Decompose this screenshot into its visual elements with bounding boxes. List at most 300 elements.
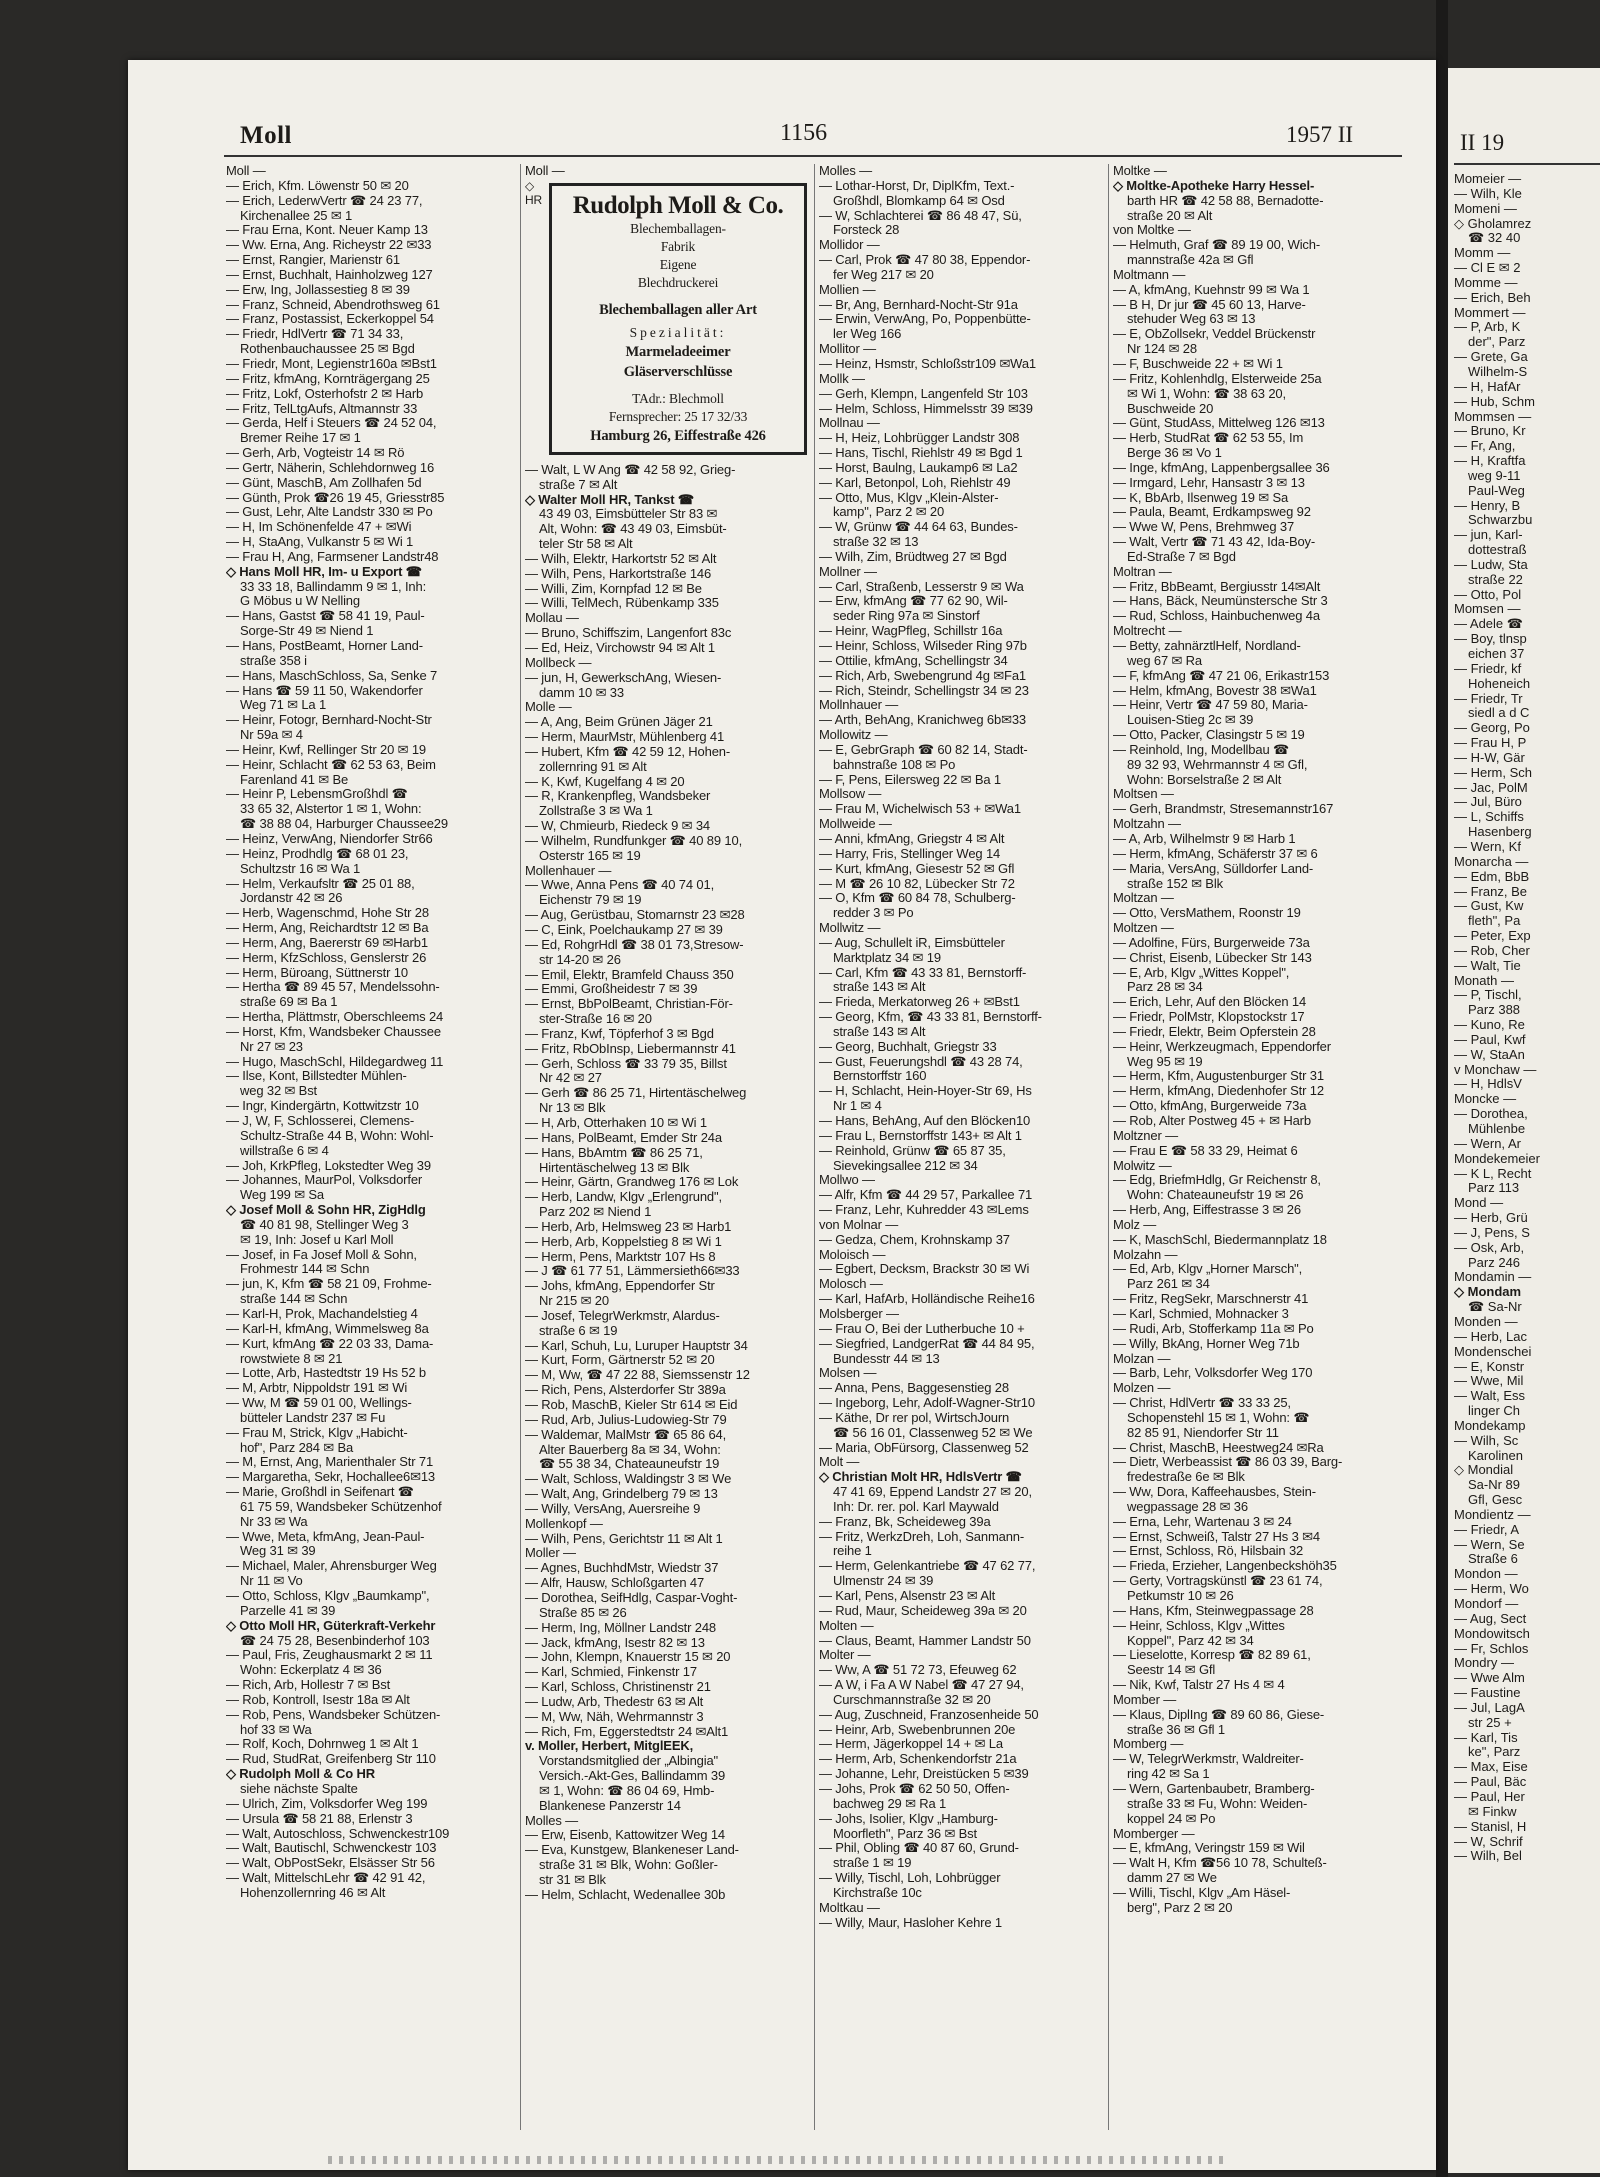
directory-entry-line: — P, Arb, K <box>1454 320 1521 335</box>
directory-entry-line: — Herm, Büroang, Süttnerstr 10 <box>226 965 408 980</box>
directory-entry-line: — Walt, Vertr ☎ 71 43 42, Ida-Boy- <box>1113 535 1316 550</box>
directory-entry-line: — Margaretha, Sekr, Hochallee6✉13 <box>226 1470 435 1485</box>
directory-entry-line: — jun, H, GewerkschAng, Wiesen- <box>525 670 722 685</box>
directory-entry-line: — Aug, Zuschneid, Franzosenheide 50 <box>819 1707 1039 1722</box>
directory-entry-line: — Stanisl, H <box>1454 1819 1527 1834</box>
directory-entry-line: — Franz, Lehr, Kuhredder 43 ✉Lems <box>819 1203 1029 1218</box>
directory-entry-line: koppel 24 ✉ Po <box>1127 1811 1216 1826</box>
directory-entry-line: — M, Ernst, Ang, Marienthaler Str 71 <box>226 1455 434 1470</box>
next-page-edge <box>1448 68 1600 2173</box>
directory-entry-line: — Herm, Jägerkoppel 14 + ✉ La <box>819 1737 1003 1752</box>
directory-entry-line: — Edm, BbB <box>1454 869 1530 884</box>
directory-entry-line: — Helm, Schloss, Himmelsstr 39 ✉39 <box>819 401 1033 416</box>
directory-entry-line: Moorfleth", Parz 36 ✉ Bst <box>833 1826 977 1841</box>
directory-entry-line: — Alfr, Hausw, Schloßgarten 47 <box>525 1576 705 1591</box>
directory-entry-line: Nr 124 ✉ 28 <box>1127 342 1197 357</box>
directory-entry-line: Molwitz — <box>1113 1158 1172 1173</box>
directory-entry-line: — Friedr, Tr <box>1454 691 1523 706</box>
directory-entry-line: — Frieda, Erzieher, Langenbeckshöh35 <box>1113 1559 1337 1574</box>
directory-entry-line: — Hans, Tischl, Riehlstr 49 ✉ Bgd 1 <box>819 446 1023 461</box>
directory-entry-line: — Henry, B <box>1454 498 1521 513</box>
directory-entry-line: — Karl, Schmied, Finkenstr 17 <box>525 1665 697 1680</box>
column-3 <box>814 164 1107 2130</box>
directory-entry-line: — Carl, Prok ☎ 47 80 38, Eppendor- <box>819 253 1031 268</box>
directory-entry-line: — Rudi, Arb, Stofferkamp 11a ✉ Po <box>1113 1321 1314 1336</box>
directory-entry-line: Moltkau — <box>819 1900 880 1915</box>
directory-entry-line: damm 10 ✉ 33 <box>539 685 624 700</box>
directory-entry-line: — jun, K, Kfm ☎ 58 21 09, Frohme- <box>226 1277 432 1292</box>
directory-entry-line: — Waldemar, MalMstr ☎ 65 86 64, <box>525 1427 727 1442</box>
directory-entry-line: — Willi, TelMech, Rübenkamp 335 <box>525 596 719 611</box>
col2-head: Moll — <box>525 164 565 178</box>
directory-entry-line: Mommert — <box>1454 305 1526 320</box>
directory-entry-line: 33 65 32, Alstertor 1 ✉ 1, Wohn: <box>240 802 422 817</box>
directory-entry-line: — Frau H, P <box>1454 736 1527 751</box>
directory-entry-line: Weg 199 ✉ Sa <box>240 1188 325 1203</box>
directory-entry-line: — Hubert, Kfm ☎ 42 59 12, Hohen- <box>525 744 731 759</box>
directory-entry-line: Molles — <box>525 1813 578 1828</box>
directory-entry-line: — E, GebrGraph ☎ 60 82 14, Stadt- <box>819 742 1028 757</box>
directory-entry-line: — J, Pens, S <box>1454 1225 1530 1240</box>
directory-entry-line: — Otto, Pol <box>1454 587 1522 602</box>
directory-entry-line: ☎ 38 88 04, Harburger Chaussee29 <box>240 817 448 832</box>
ad-tadr: TAdr.: Blechmoll <box>632 390 724 406</box>
directory-entry-line: — Helmuth, Graf ☎ 89 19 00, Wich- <box>1113 238 1321 253</box>
directory-entry-line: straße 22 <box>1468 572 1523 587</box>
directory-entry-line: Mollbeck — <box>525 655 592 670</box>
directory-entry-line: — Herm, kfmAng, Schäferstr 37 ✉ 6 <box>1113 846 1318 861</box>
directory-entry-line: — Dorothea, SeifHdlg, Caspar-Voght- <box>525 1590 738 1605</box>
directory-entry-line: — Wern, Kf <box>1454 839 1521 854</box>
directory-entry-line: — Georg, Buchhalt, Griegstr 33 <box>819 1039 997 1054</box>
directory-entry-line: — Frau H, Ang, Farmsener Landstr48 <box>226 549 439 564</box>
directory-entry-line: ☎ 32 40 <box>1468 231 1521 246</box>
directory-entry-line: mannstraße 42a ✉ Gfl <box>1127 253 1254 268</box>
directory-entry-line: Molzahn — <box>1113 1247 1178 1262</box>
directory-entry-line: — Jack, kfmAng, Isestr 82 ✉ 13 <box>525 1635 705 1650</box>
directory-entry-line: — A, kfmAng, Kuehnstr 99 ✉ Wa 1 <box>1113 282 1310 297</box>
directory-entry-line: straße 20 ✉ Alt <box>1127 208 1213 223</box>
directory-entry-line: — Anni, kfmAng, Griegstr 4 ✉ Alt <box>819 831 1005 846</box>
directory-entry-line: Hirtentäschelweg 13 ✉ Blk <box>539 1160 690 1175</box>
directory-entry-line: — Rud, StudRat, Greifenberg Str 110 <box>226 1752 436 1767</box>
directory-entry-line: — Hans, BehAng, Auf den Blöcken10 <box>819 1114 1031 1128</box>
directory-entry-line: — Rich, Steindr, Schellingstr 34 ✉ 23 <box>819 683 1029 698</box>
directory-entry-line: — Wwe, Mil <box>1454 1374 1524 1389</box>
directory-entry-line: — Karl, Betonpol, Loh, Riehlstr 49 <box>819 475 1011 490</box>
directory-entry-line: Weg 95 ✉ 19 <box>1127 1054 1203 1069</box>
directory-entry-line: — Erich, Beh <box>1454 290 1531 305</box>
directory-entry-line: straße 152 ✉ Blk <box>1127 876 1223 891</box>
directory-entry-line: Osterstr 165 ✉ 19 <box>539 848 641 863</box>
directory-entry-line: rowstwiete 8 ✉ 21 <box>240 1351 343 1366</box>
directory-entry-line: Kirchenallee 25 ✉ 1 <box>240 208 353 223</box>
directory-entry-line: — Erna, Lehr, Wartenau 3 ✉ 24 <box>1113 1514 1292 1529</box>
directory-entry-line: — Hans, BbAmtm ☎ 86 25 71, <box>525 1145 703 1160</box>
directory-entry-line: — Herb, Arb, Koppelstieg 8 ✉ Wi 1 <box>525 1234 722 1249</box>
directory-entry-line: ◇ Moltke-Apotheke Harry Hessel- <box>1113 178 1315 193</box>
directory-entry-line: — Frau M, Strick, Klgv „Habicht- <box>226 1425 408 1440</box>
directory-entry-line: — Adolfine, Fürs, Burgerweide 73a <box>1113 935 1310 950</box>
directory-entry-line: — Jul, Büro <box>1454 795 1522 810</box>
directory-entry-line: — Georg, Po <box>1454 721 1530 736</box>
directory-entry-line: — Frau L, Bernstorffstr 143+ ✉ Alt 1 <box>819 1128 1022 1143</box>
directory-entry-line: Parz 388 <box>1468 1003 1521 1018</box>
directory-entry-line: Moltran — <box>1113 564 1172 579</box>
directory-entry-line: — Johs, kfmAng, Eppendorfer Str <box>525 1279 715 1294</box>
directory-entry-line: — Ingr, Kindergärtn, Kottwitzstr 10 <box>226 1099 419 1114</box>
directory-entry-line: — Ww, A ☎ 51 72 73, Efeuweg 62 <box>819 1663 1017 1678</box>
directory-entry-line: Hohenzollernring 46 ✉ Alt <box>240 1885 386 1900</box>
directory-entry-line: — M ☎ 26 10 82, Lübecker Str 72 <box>819 876 1015 891</box>
directory-entry-line: bachweg 29 ✉ Ra 1 <box>833 1796 947 1811</box>
directory-entry-line: — Herm, Ing, Möllner Landstr 248 <box>525 1620 717 1635</box>
directory-entry-line: straße 32 ✉ 13 <box>833 535 919 550</box>
directory-entry-line: wegpassage 28 ✉ 36 <box>1127 1499 1248 1514</box>
directory-entry-line: — Jul, LagA <box>1454 1700 1525 1715</box>
directory-entry-line: — Fr, Schlos <box>1454 1641 1529 1656</box>
directory-entry-line: Sa-Nr 89 <box>1468 1478 1521 1493</box>
directory-entry-line: — Erw, Eisenb, Kattowitzer Weg 14 <box>525 1828 726 1843</box>
directory-entry-line: — Ww. Erna, Ang. Richeystr 22 ✉33 <box>226 238 432 253</box>
directory-page <box>128 60 1436 2170</box>
directory-entry-line: hof", Parz 284 ✉ Ba <box>240 1440 354 1455</box>
directory-entry-line: — Frau Erna, Kont. Neuer Kamp 13 <box>226 223 428 238</box>
directory-entry-line: Momberg — <box>1113 1737 1184 1752</box>
directory-entry-line: — Helm, Schlacht, Wedenallee 30b <box>525 1887 726 1902</box>
directory-entry-line: — Karl, Schloss, Christinenstr 21 <box>525 1680 711 1695</box>
directory-entry-line: Berge 36 ✉ Vo 1 <box>1127 446 1222 461</box>
directory-entry-line: Mollenkopf — <box>525 1516 603 1531</box>
directory-entry-line: Farenland 41 ✉ Be <box>240 772 349 787</box>
directory-entry-line: Molt — <box>819 1455 860 1470</box>
directory-entry-line: eichen 37 <box>1468 647 1525 661</box>
directory-entry-line: Parz 261 ✉ 34 <box>1127 1277 1210 1292</box>
directory-entry-line: — Heinr, Gärtn, Grandweg 176 ✉ Lok <box>525 1175 739 1190</box>
directory-entry-line: — Ottilie, kfmAng, Schellingstr 34 <box>819 653 1008 668</box>
directory-entry-line: — Otto, Schloss, Klgv „Baumkamp", <box>226 1589 430 1603</box>
directory-entry-line: Nr 42 ✉ 27 <box>539 1071 602 1086</box>
directory-entry-line: — Günt, MaschB, Am Zollhafen 5d <box>226 475 422 490</box>
directory-entry-line: str 14-20 ✉ 26 <box>539 952 621 967</box>
book-gutter <box>1436 0 1448 2177</box>
directory-entry-line: Monarcha — <box>1454 854 1529 869</box>
directory-entry-line: Wilhelm-S <box>1468 364 1528 379</box>
directory-entry-line: G Möbus u W Nelling <box>240 594 360 609</box>
directory-entry-line: — Herm, Arb, Schenkendorfstr 21a <box>819 1752 1017 1767</box>
directory-entry-line: — Adele ☎ <box>1454 617 1523 632</box>
directory-entry-line: fleth", Pa <box>1468 914 1521 929</box>
directory-entry-line: — Karl-H, Prok, Machandelstieg 4 <box>226 1306 418 1321</box>
directory-entry-line: Parz 246 <box>1468 1255 1521 1270</box>
directory-entry-line: — Heinr, Schloss, Wilseder Ring 97b <box>819 639 1027 653</box>
directory-entry-line: — Walt, Autoschloss, Schwenckestr109 <box>226 1826 450 1841</box>
directory-entry-line: Nr 11 ✉ Vo <box>240 1574 303 1589</box>
directory-entry-line: Parz 28 ✉ 34 <box>1127 980 1203 995</box>
directory-entry-line: — Fritz, RbObInsp, Liebermannstr 41 <box>525 1041 736 1056</box>
directory-entry-line: — Gedza, Chem, Krohnskamp 37 <box>819 1232 1010 1247</box>
directory-entry-line: Moltzen — <box>1113 921 1174 936</box>
directory-entry-line: — Wilh, Sc <box>1454 1433 1519 1448</box>
directory-entry-line: — W, Schrif <box>1454 1834 1523 1849</box>
directory-entry-line: — Herm, Sch <box>1454 765 1533 780</box>
directory-entry-line: Alter Bauerberg 8a ✉ 34, Wohn: <box>539 1442 721 1457</box>
directory-entry-line: — Rich, Arb, Hollestr 7 ✉ Bst <box>226 1678 391 1693</box>
directory-entry-line: — Friedr, Mont, Legienstr160a ✉Bst1 <box>226 356 437 371</box>
directory-entry-line: ☎ 55 38 34, Chateauneufstr 19 <box>539 1457 720 1472</box>
directory-entry-line: ✉ Wi 1, Wohn: ☎ 38 63 20, <box>1127 386 1286 401</box>
directory-entry-line: — Willy, BkAng, Horner Weg 71b <box>1113 1336 1300 1351</box>
directory-entry-line: — Dorothea, <box>1454 1107 1528 1122</box>
directory-entry-line: — Hans, MaschSchloss, Sa, Senke 7 <box>226 668 438 683</box>
directory-entry-line: — Walt, Ang, Grindelberg 79 ✉ 13 <box>525 1487 718 1502</box>
directory-entry-line: Moll — <box>226 164 266 178</box>
directory-entry-line: Momberger — <box>1113 1826 1195 1841</box>
directory-entry-line: Seestr 14 ✉ Gfl <box>1127 1663 1216 1678</box>
directory-entry-line: — Boy, tlnsp <box>1454 632 1527 647</box>
directory-entry-line: weg 9-11 <box>1468 468 1521 483</box>
directory-entry-line: — Aug, Gerüstbau, Stomarnstr 23 ✉28 <box>525 908 745 923</box>
directory-entry-line: — Wilhelm, Rundfunkger ☎ 40 89 10, <box>525 833 743 848</box>
ad-phone: Fernsprecher: 25 17 32/33 <box>608 408 748 424</box>
directory-entry-line: — Br, Ang, Bernhard-Nocht-Str 91a <box>819 297 1018 312</box>
directory-entry-line: ring 42 ✉ Sa 1 <box>1127 1767 1210 1782</box>
directory-entry-line: — Herm, KfzSchloss, Genslerstr 26 <box>226 950 427 965</box>
directory-entry-line: Großhdl, Blomkamp 64 ✉ Osd <box>833 193 1005 208</box>
directory-entry-line: — Bruno, Kr <box>1454 424 1526 439</box>
directory-entry-line: Mollien — <box>819 282 876 297</box>
running-head-name: Moll <box>240 122 292 149</box>
directory-entry-line: Mond — <box>1454 1196 1504 1211</box>
directory-entry-line: Moltke — <box>1113 164 1167 178</box>
directory-entry-line: Momber — <box>1113 1692 1177 1707</box>
directory-entry-line: — Joh, KrkPfleg, Lokstedter Weg 39 <box>226 1158 431 1173</box>
directory-entry-line: — Frau M, Wichelwisch 53 + ✉Wa1 <box>819 802 1021 817</box>
directory-entry-line: Schopenstehl 15 ✉ 1, Wohn: ☎ <box>1127 1410 1310 1425</box>
directory-entry-line: — Heinr, Fotogr, Bernhard-Nocht-Str <box>226 713 432 728</box>
directory-entry-line: Koppel", Parz 42 ✉ 34 <box>1127 1633 1254 1648</box>
directory-entry-line: — Gerh, Schloss ☎ 33 79 35, Billst <box>525 1056 727 1071</box>
directory-entry-line: — Rob, Cher <box>1454 943 1530 958</box>
directory-entry-line: — H, HdlsV <box>1454 1077 1522 1092</box>
column-4 <box>1108 164 1405 2130</box>
directory-entry-line: — Franz, Be <box>1454 884 1527 899</box>
directory-entry-line: — Fritz, Lokf, Osterhofstr 2 ✉ Harb <box>226 386 424 401</box>
directory-entry-line: — Franz, Schneid, Abendrothsweg 61 <box>226 297 440 312</box>
directory-entry-line: Straße 85 ✉ 26 <box>539 1605 627 1620</box>
directory-entry-line: — Klaus, DiplIng ☎ 89 60 86, Giese- <box>1113 1707 1325 1722</box>
directory-entry-line: straße 36 ✉ Gfl 1 <box>1127 1722 1225 1737</box>
directory-entry-line: ◇ Walter Moll HR, Tankst ☎ <box>525 492 694 507</box>
directory-entry-line: teler Str 58 ✉ Alt <box>539 537 633 552</box>
directory-entry-line: Eichenstr 79 ✉ 19 <box>539 893 642 908</box>
directory-entry-line: — Barb, Lehr, Volksdorfer Weg 170 <box>1113 1366 1313 1381</box>
directory-entry-line: — Friedr, Elektr, Beim Opferstein 28 <box>1113 1024 1316 1039</box>
directory-entry-line: — H, Im Schönenfelde 47 + ✉Wi <box>226 520 412 535</box>
directory-entry-line: — Gerh, Brandmstr, Stresemannstr167 <box>1113 802 1334 817</box>
directory-entry-line: siedl a d C <box>1468 706 1530 721</box>
directory-entry-line: Wohn: Chateauneufstr 19 ✉ 26 <box>1127 1188 1304 1203</box>
directory-entry-line: — Karl, HafArb, Holländische Reihe16 <box>819 1292 1035 1307</box>
directory-entry-line: — Frieda, Merkatorweg 26 + ✉Bst1 <box>819 995 1020 1010</box>
directory-entry-line: — Arth, BehAng, Kranichweg 6b✉33 <box>819 713 1026 728</box>
directory-entry-line: — Friedr, HdlVertr ☎ 71 34 33, <box>226 327 404 342</box>
directory-entry-line: — Gerh, Klempn, Langenfeld Str 103 <box>819 386 1028 401</box>
directory-entry-line: Marktplatz 34 ✉ 19 <box>833 950 941 965</box>
directory-entry-line: der", Parz <box>1468 335 1526 350</box>
directory-entry-line: — Wern, Ar <box>1454 1136 1521 1151</box>
directory-entry-line: Mollsow — <box>819 787 882 802</box>
ad-marker <box>525 179 543 463</box>
directory-entry-line: Nr 27 ✉ 23 <box>240 1039 303 1054</box>
directory-entry-line: — Heinz, Hsmstr, Schloßstr109 ✉Wa1 <box>819 356 1036 371</box>
ad-item: Gläserverschlüsse <box>623 363 733 380</box>
directory-entry-line: — Karl-H, kfmAng, Wimmelsweg 8a <box>226 1321 429 1336</box>
directory-entry-line: seder Ring 97a ✉ Sinstorf <box>833 609 980 624</box>
directory-entry-line: — E, Konstr <box>1454 1359 1525 1374</box>
directory-entry-line: — Emil, Elektr, Bramfeld Chauss 350 <box>525 967 734 982</box>
directory-entry-line: ◇ Hans Moll HR, Im- u Export ☎ <box>226 564 422 579</box>
directory-entry-line: Mondorf — <box>1454 1597 1519 1611</box>
ad-hr: HR <box>525 192 543 207</box>
directory-entry-line: Paul-Weg <box>1468 483 1525 498</box>
directory-entry-line: Mondientz — <box>1454 1507 1531 1522</box>
directory-entry-line: Sievekingsallee 212 ✉ 34 <box>833 1158 978 1173</box>
directory-entry-line: 33 33 18, Ballindamm 9 ✉ 1, Inh: <box>240 579 427 594</box>
directory-entry-line: — Franz, Kwf, Töpferhof 3 ✉ Bgd <box>525 1026 714 1041</box>
directory-entry-line: — Kuno, Re <box>1454 1018 1525 1033</box>
directory-entry-line: — E, kfmAng, Veringstr 159 ✉ Wil <box>1113 1841 1305 1856</box>
directory-entry-line: — Walt, Schloss, Waldingstr 3 ✉ We <box>525 1472 732 1487</box>
directory-entry-line: — Herm, kfmAng, Diedenhofer Str 12 <box>1113 1084 1324 1099</box>
directory-entry-line: — Agnes, BuchhdMstr, Wiedstr 37 <box>525 1561 719 1576</box>
directory-entry-line: — A, Ang, Beim Grünen Jäger 21 <box>525 715 713 730</box>
directory-entry-line: — Otto, VersMathem, Roonstr 19 <box>1113 906 1301 921</box>
directory-entry-line: — H, StaAng, Vulkanstr 5 ✉ Wi 1 <box>226 535 414 550</box>
directory-entry-line: linger Ch <box>1468 1404 1521 1419</box>
directory-entry-line: — Josef, in Fa Josef Moll & Sohn, <box>226 1247 417 1262</box>
directory-entry-line: damm 27 ✉ We <box>1127 1871 1217 1886</box>
directory-entry-line: — Heinr, Werkzeugmach, Eppendorfer <box>1113 1039 1331 1054</box>
directory-entry-line: Weg 31 ✉ 39 <box>240 1544 316 1559</box>
directory-entry-line: — Fritz, RegSekr, Marschnerstr 41 <box>1113 1292 1309 1307</box>
directory-entry-line: Mollweide — <box>819 817 892 832</box>
directory-entry-line: fredestraße 6e ✉ Blk <box>1127 1470 1245 1485</box>
directory-entry-line: — F, Buschweide 22 + ✉ Wi 1 <box>1113 356 1283 371</box>
directory-entry-line: — Harry, Fris, Stellinger Weg 14 <box>819 846 1001 861</box>
directory-entry-line: Ulmenstr 24 ✉ 39 <box>833 1574 934 1589</box>
directory-entry-line: straße 1 ✉ 19 <box>833 1856 912 1871</box>
directory-entry-line: Mollau — <box>525 611 579 626</box>
directory-entry-line: — Ed, Arb, Klgv „Horner Marsch", <box>1113 1262 1303 1277</box>
directory-entry-line: — Carl, Straßenb, Lesserstr 9 ✉ Wa <box>819 579 1024 594</box>
directory-entry-line: — Ww, M ☎ 59 01 00, Wellings- <box>226 1396 412 1411</box>
directory-entry-line: — Wilh, Pens, Gerichtstr 11 ✉ Alt 1 <box>525 1531 723 1546</box>
directory-entry-line: Mollnhauer — <box>819 698 899 713</box>
directory-entry-line: — Cl E ✉ 2 <box>1454 261 1521 276</box>
directory-entry-line: — Kurt, Form, Gärtnerstr 52 ✉ 20 <box>525 1353 715 1368</box>
directory-entry-line: Mollner — <box>819 564 877 579</box>
directory-entry-line: — Grete, Ga <box>1454 350 1528 365</box>
directory-entry-line: Bremer Reihe 17 ✉ 1 <box>240 431 361 446</box>
directory-entry-line: — Fritz, WerkzDreh, Loh, Sanmann- <box>819 1529 1025 1544</box>
directory-entry-line: ◇ Mondam <box>1454 1285 1522 1300</box>
directory-entry-line: Louisen-Stieg 2c ✉ 39 <box>1127 713 1254 728</box>
directory-entry-line: — Anna, Pens, Baggesenstieg 28 <box>819 1381 1009 1396</box>
directory-entry-line: Mollnau — <box>819 416 880 431</box>
directory-entry-line: v. Moller, Herbert, MitglEEK, <box>525 1739 694 1754</box>
directory-entry-line: Molten — <box>819 1618 874 1633</box>
directory-entry-line: — W, Grünw ☎ 44 64 63, Bundes- <box>819 520 1018 535</box>
directory-entry-line: — K, MaschSchl, Biedermannplatz 18 <box>1113 1232 1327 1247</box>
directory-entry-line: von Molnar — <box>819 1217 899 1232</box>
directory-entry-line: — R, Krankenpfleg, Wandsbeker <box>525 789 711 804</box>
directory-entry-line: Molsberger — <box>819 1306 899 1321</box>
directory-entry-line: — Rob, MaschB, Kieler Str 614 ✉ Eid <box>525 1398 738 1412</box>
directory-entry-line: — Ernst, BbPolBeamt, Christian-För- <box>525 997 733 1012</box>
directory-entry-line: — Kurt, kfmAng, Giesestr 52 ✉ Gfl <box>819 861 1015 876</box>
directory-entry-line: — Ed, RohgrHdl ☎ 38 01 73,Stresow- <box>525 937 744 952</box>
directory-entry-line: Schultzstr 16 ✉ Wa 1 <box>240 861 361 876</box>
directory-entry-line: — J, W, F, Schlosserei, Clemens- <box>226 1114 415 1128</box>
directory-entry-line: — Wilh, Kle <box>1454 186 1522 201</box>
directory-entry-line: — Wwe, Meta, kfmAng, Jean-Paul- <box>226 1529 425 1544</box>
directory-entry-line: — Osk, Arb, <box>1454 1240 1525 1255</box>
directory-entry-line: — Ursula ☎ 58 21 88, Erlenstr 3 <box>226 1811 413 1826</box>
directory-entry-line: — Marie, Großhdl in Seifenart ☎ <box>226 1485 414 1500</box>
directory-entry-line: ☎ 56 16 01, Classenweg 52 ✉ We <box>833 1425 1033 1440</box>
directory-entry-line: — Gerty, Vortragskünstl ☎ 23 61 74, <box>1113 1574 1323 1589</box>
directory-entry-line: — Karl, Schuh, Lu, Luruper Hauptstr 34 <box>525 1338 748 1353</box>
directory-entry-line: — Hub, Schm <box>1454 394 1535 409</box>
directory-entry-line: Rothenbauchaussee 25 ✉ Bgd <box>240 342 415 357</box>
directory-entry-line: — W, TelegrWerkmstr, Waldreiter- <box>1113 1752 1304 1767</box>
directory-entry-line: zollernring 91 ✉ Alt <box>539 759 647 774</box>
directory-entry-line: — Rud, Maur, Scheideweg 39a ✉ 20 <box>819 1603 1027 1618</box>
directory-entry-line: berg", Parz 2 ✉ 20 <box>1127 1900 1233 1915</box>
directory-entry-line: ◇ Rudolph Moll & Co HR <box>226 1767 375 1782</box>
directory-entry-line: — Ulrich, Zim, Volksdorfer Weg 199 <box>226 1796 428 1811</box>
directory-entry-line: Monden — <box>1454 1314 1518 1329</box>
directory-entry-line: — Helm, Verkaufsltr ☎ 25 01 88, <box>226 876 415 891</box>
directory-entry-line: — Reinhold, Ing, Modellbau ☎ <box>1113 742 1290 757</box>
directory-entry-line: Mollwitz — <box>819 921 881 936</box>
directory-entry-line: — Friedr, kf <box>1454 661 1522 676</box>
directory-entry-line: — Betty, zahnärztlHelf, Nordland- <box>1113 639 1301 653</box>
directory-entry-line: — Heinz, VerwAng, Niendorfer Str66 <box>226 831 433 846</box>
directory-entry-line: — Georg, Kfm, ☎ 43 33 81, Bernstorff- <box>819 1010 1042 1025</box>
directory-entry-line: Molter — <box>819 1648 871 1663</box>
directory-entry-line: str 31 ✉ Blk <box>539 1873 606 1887</box>
directory-entry-line: straße 69 ✉ Ba 1 <box>240 995 338 1010</box>
ad-title: Rudolph Moll & Co. <box>572 191 784 219</box>
directory-entry-line: — Friedr, A <box>1454 1522 1520 1537</box>
directory-entry-line: — Frau O, Bei der Lutherbuche 10 + <box>819 1321 1025 1336</box>
directory-entry-line: — Willy, Maur, Hasloher Kehre 1 <box>819 1915 1002 1930</box>
directory-entry-line: Schultz-Straße 44 B, Wohn: Wohl- <box>240 1128 434 1143</box>
directory-entry-line: reihe 1 <box>833 1544 872 1559</box>
directory-entry-line: — Gertr, Näherin, Schlehdornweg 16 <box>226 460 435 475</box>
directory-entry-line: — Helm, kfmAng, Bovestr 38 ✉Wa1 <box>1113 683 1317 698</box>
directory-entry-line: 61 75 59, Wandsbeker Schützenhof <box>240 1499 442 1514</box>
directory-entry-line: — Hans, PolBeamt, Emder Str 24a <box>525 1130 722 1145</box>
directory-entry-line: — Max, Eise <box>1454 1760 1528 1775</box>
directory-entry-line: — Rolf, Koch, Dohrnweg 1 ✉ Alt 1 <box>226 1737 419 1752</box>
directory-entry-line: Mollitor — <box>819 342 877 357</box>
directory-entry-line: — Irmgard, Lehr, Hansastr 3 ✉ 13 <box>1113 475 1305 490</box>
directory-entry-line: Kirchstraße 10c <box>833 1885 922 1900</box>
directory-entry-line: Petkumstr 10 ✉ 26 <box>1127 1589 1234 1603</box>
